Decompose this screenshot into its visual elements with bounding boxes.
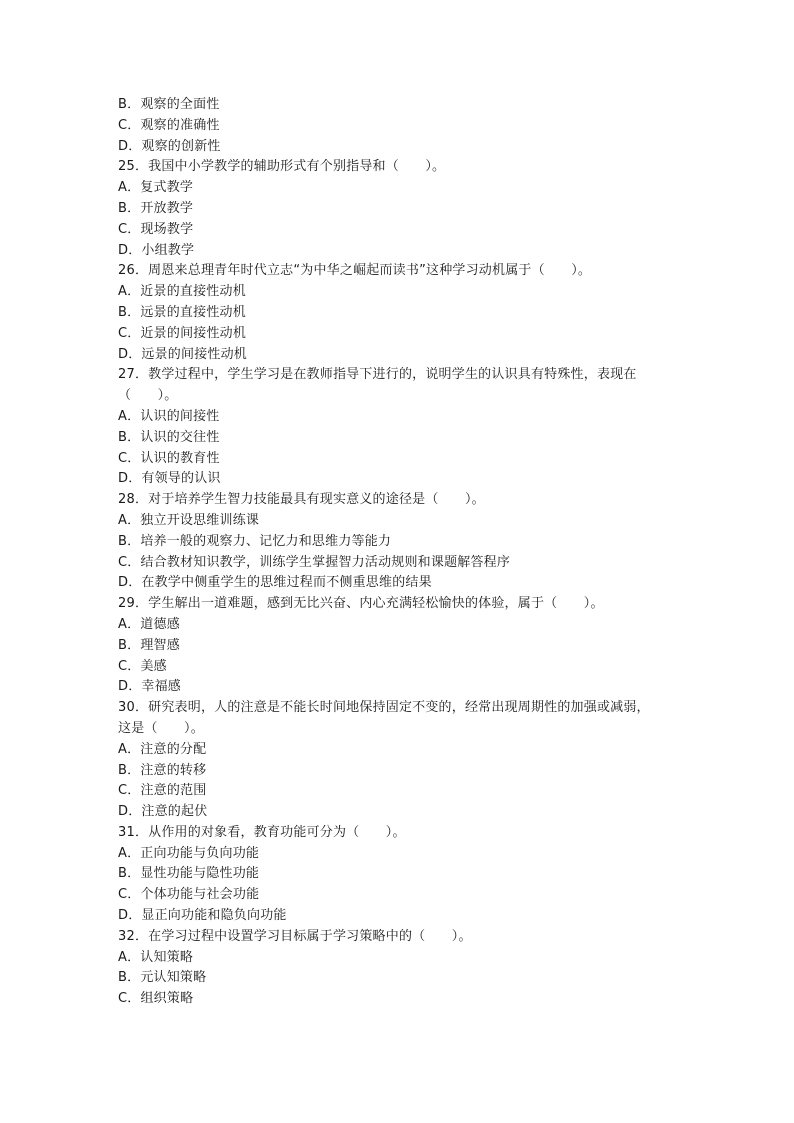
option-line: B．开放教学 <box>118 200 194 216</box>
question-30-continued: 这是（ ）。 <box>118 720 204 736</box>
option-line: B．元认知策略 <box>118 970 207 986</box>
question-30: 30．研究表明，人的注意是不能长时间地保持固定不变的，经常出现周期性的加强或减弱， <box>118 700 650 716</box>
question-26: 26．周恩来总理青年时代立志“为中华之崛起而读书”这种学习动机属于（ ）。 <box>118 263 592 279</box>
question-28: 28．对于培养学生智力技能最具有现实意义的途径是（ ）。 <box>118 492 485 508</box>
option-line: D．有领导的认识 <box>118 471 221 487</box>
question-29: 29．学生解出一道难题，感到无比兴奋、内心充满轻松愉快的体验，属于（ ）。 <box>118 596 604 612</box>
option-line: C．近景的间接性动机 <box>118 325 247 341</box>
option-line: C．认识的教育性 <box>118 450 220 466</box>
option-line: D．在教学中侧重学生的思维过程而不侧重思维的结果 <box>118 575 432 591</box>
question-27-continued: （ ）。 <box>118 388 178 404</box>
option-line: D．注意的起伏 <box>118 804 208 820</box>
option-line: A．近景的直接性动机 <box>118 284 246 300</box>
option-line: D．观察的创新性 <box>118 138 221 154</box>
document-body <box>118 95 688 1010</box>
option-line: A．复式教学 <box>118 180 194 196</box>
option-line: B．认识的交往性 <box>118 429 220 445</box>
option-line: D．幸福感 <box>118 679 182 695</box>
option-line: D．远景的间接性动机 <box>118 346 248 362</box>
option-line: A．注意的分配 <box>118 741 207 757</box>
option-line: D．显正向功能和隐负向功能 <box>118 908 287 924</box>
option-line: C．注意的范围 <box>118 783 207 799</box>
option-line: A．正向功能与负向功能 <box>118 845 260 861</box>
question-31: 31．从作用的对象看，教育功能可分为（ ）。 <box>118 824 406 840</box>
option-line: A．认识的间接性 <box>118 408 220 424</box>
option-line: C．组织策略 <box>118 991 194 1007</box>
option-line: C．现场教学 <box>118 221 194 237</box>
option-line: B．注意的转移 <box>118 762 207 778</box>
option-line: C．个体功能与社会功能 <box>118 887 260 903</box>
question-32: 32．在学习过程中设置学习目标属于学习策略中的（ ）。 <box>118 928 472 944</box>
option-line: C．观察的准确性 <box>118 117 220 133</box>
option-line: B．显性功能与隐性功能 <box>118 866 260 882</box>
option-line: A．独立开设思维训练课 <box>118 512 260 528</box>
option-line: B．远景的直接性动机 <box>118 304 246 320</box>
question-27: 27．教学过程中，学生学习是在教师指导下进行的，说明学生的认识具有特殊性，表现在 <box>118 367 637 383</box>
question-25: 25．我国中小学教学的辅助形式有个别指导和（ ）。 <box>118 159 446 175</box>
option-line: C．结合教材知识教学，训练学生掌握智力活动规则和课题解答程序 <box>118 554 511 570</box>
option-line: A．认知策略 <box>118 949 194 965</box>
option-line: D．小组教学 <box>118 242 195 258</box>
option-line: B．观察的全面性 <box>118 97 220 112</box>
option-line: C．美感 <box>118 658 167 674</box>
option-line: B．培养一般的观察力、记忆力和思维力等能力 <box>118 533 392 549</box>
option-line: A．道德感 <box>118 616 180 632</box>
option-line: B．理智感 <box>118 637 180 653</box>
